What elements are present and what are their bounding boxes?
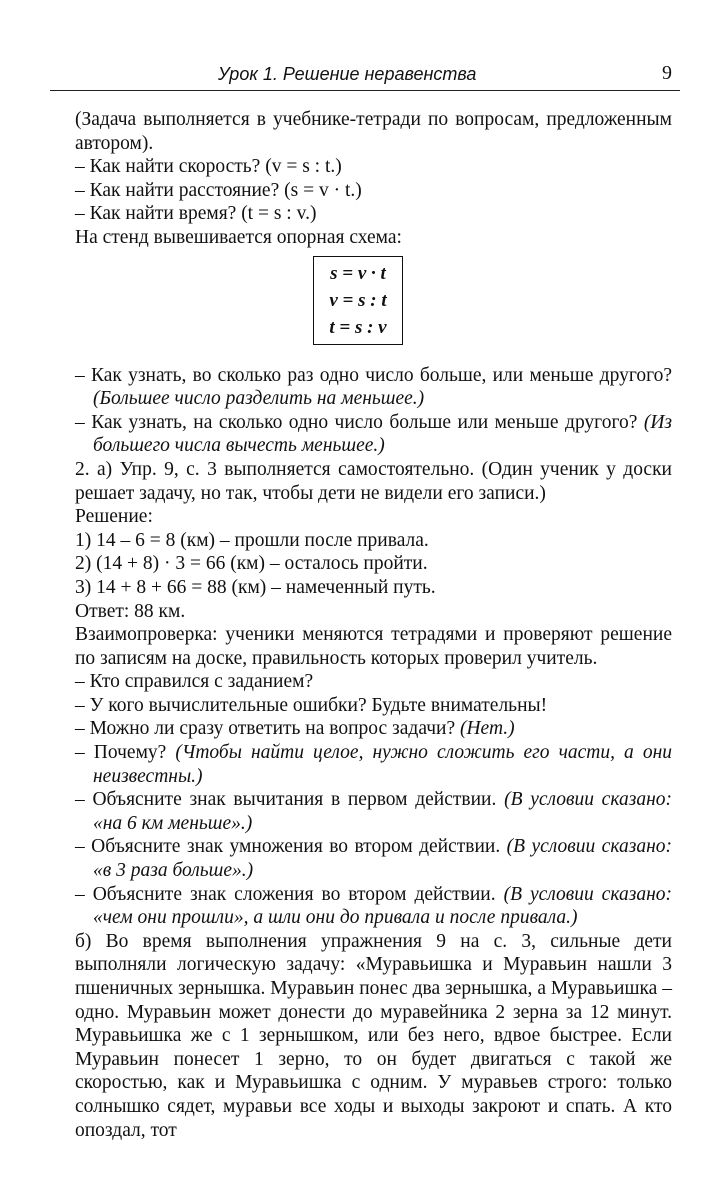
check-q4-text: – Почему? [75, 742, 167, 764]
check-a5-text: (В условии сказано: «на 6 км меньше».) [93, 789, 672, 834]
check-question-1: – Кто справился с заданием? [75, 671, 314, 693]
check-q6-text: – Объясните знак умножения во втором действии. [75, 836, 501, 858]
running-title: Урок 1. Решение неравенства [218, 64, 477, 84]
compare-a1-text: (Большее число разделить на меньшее.) [93, 388, 425, 410]
reference-schema-box [313, 256, 403, 345]
question-distance: – Как найти расстояние? (s = v · t.) [75, 179, 362, 201]
check-question-5 [75, 788, 672, 835]
schema-row-speed: v = s : t [329, 289, 387, 311]
check-a4-text: (Чтобы найти целое, нужно сложить его части, а они неизвестны.) [93, 742, 673, 787]
check-a7-text: (В условии сказано: «чем они прошли», а шли они до привала и после привала.) [93, 883, 672, 929]
check-q7-text: – Объясните знак сложения во втором действии. [75, 883, 496, 905]
question-time: – Как найти время? (t = s : v.) [75, 203, 317, 225]
solution-step-2: 2) (14 + 8) · 3 = 66 (км) – осталось пройти. [75, 553, 428, 575]
check-a6-text: (В условии сказано: «в 3 раза больше».) [93, 836, 672, 882]
solution-label: Решение: [75, 506, 153, 528]
task-b-paragraph: б) Во время выполнения упражнения 9 на с. 3, сильные дети выполняли логическую задачу: «Муравьишка и Муравьин нашли 3 пшеничных зернышка. Муравьин понес два зернышка, а Муравьишка – одно. Муравьин может донести до муравейника 2 зерна за 12 минут. Муравьишка же с 1 зернышком, или без него, вдвое быстрее. Если Муравьин понесет 1 зерно, то он будет двигаться с такой же скоростью, как и Муравьишка с одним. У муравьев строго: только солнышко сядет, муравьи все ходы и выходы закроют и спать. А кто опоздал, тот [75, 930, 672, 1141]
schema-row-distance: s = v · t [330, 262, 386, 284]
compare-a2-text: (Из большего числа вычесть меньшее.) [93, 411, 673, 457]
check-question-2: – У кого вычислительные ошибки? Будьте внимательны! [75, 694, 548, 716]
check-question-4 [75, 741, 672, 788]
page-body [75, 108, 672, 1142]
check-q3-text: – Можно ли сразу ответить на вопрос задачи? [75, 718, 456, 740]
schema-area [75, 256, 672, 356]
question-speed: – Как найти скорость? (v = s : t.) [75, 156, 342, 178]
compare-q1-text: – Как узнать, во сколько раз одно число больше, или меньше другого? [75, 364, 672, 386]
intro-paragraph: (Задача выполняется в учебнике-тетради по вопросам, предложенным автором). [75, 109, 672, 154]
page-number: 9 [662, 62, 672, 84]
task2-intro: 2. а) Упр. 9, с. 3 выполняется самостоятельно. (Один ученик у доски решает задачу, но так, чтобы дети не видели его записи.) [75, 458, 672, 504]
compare-question-times [75, 364, 672, 411]
solution-step-1: 1) 14 – 6 = 8 (км) – прошли после привала. [75, 529, 429, 551]
schema-row-time: t = s : v [329, 316, 387, 338]
check-a3-text: (Нет.) [459, 718, 515, 740]
compare-q2-text: – Как узнать, на сколько одно число больше или меньше другого? [75, 411, 638, 433]
solution-step-3: 3) 14 + 8 + 66 = 88 (км) – намеченный путь. [75, 576, 436, 598]
answer-line: Ответ: 88 км. [75, 600, 186, 622]
compare-question-difference [75, 411, 672, 458]
page-header [50, 60, 680, 91]
check-question-6 [75, 835, 672, 882]
check-q5-text: – Объясните знак вычитания в первом действии. [75, 789, 497, 811]
peer-check-paragraph: Взаимопроверка: ученики меняются тетрадями и проверяют решение по записям на доске, правильность которых проверил учитель. [75, 624, 672, 669]
check-question-3 [75, 717, 672, 741]
check-question-7 [75, 883, 672, 930]
stand-text: На стенд вывешивается опорная схема: [75, 226, 402, 248]
